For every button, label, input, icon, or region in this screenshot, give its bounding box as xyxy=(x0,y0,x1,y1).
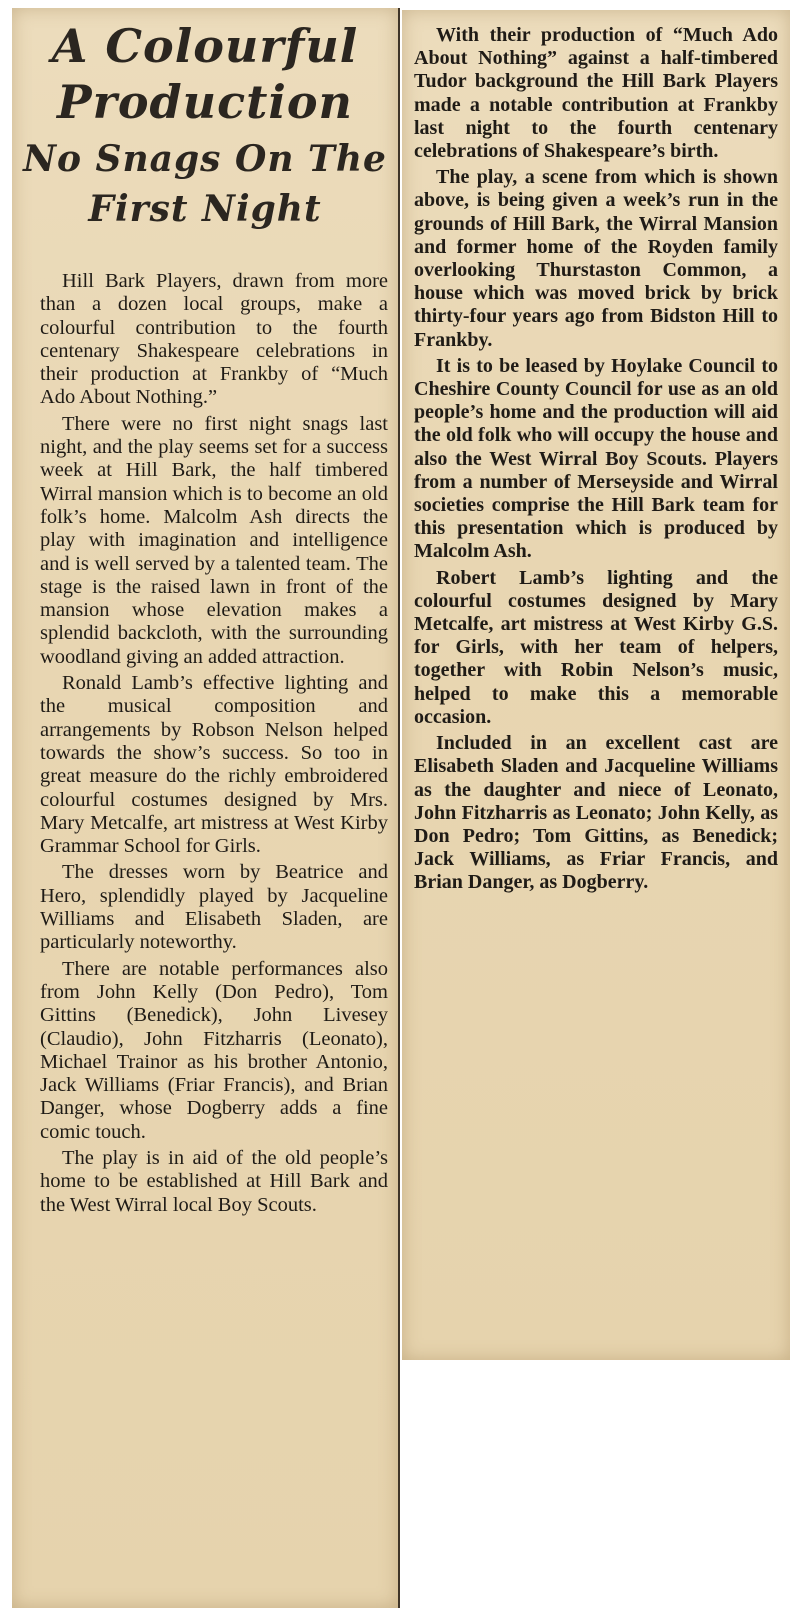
paragraph: The dresses worn by Beatrice and Hero, splendidly played by Jacqueline Williams and Elisabeth Sladen, are particularly noteworthy. xyxy=(40,861,388,954)
paragraph: The play is in aid of the old people’s home to be established at Hill Bark and the West Wirral local Boy Scouts. xyxy=(40,1146,388,1216)
paragraph: It is to be leased by Hoylake Council to Cheshire County Council for use as an old people’s home and the production will aid the old folk who will occupy the house and also the West Wirral Boy Scouts. Players from a number of Merseyside and Wirral societies comprise the Hill Bark team for this presentation which is produced by Malcolm Ash. xyxy=(414,354,778,563)
subheadline: No Snags On The First Night xyxy=(23,138,387,230)
right-column-body xyxy=(414,24,778,898)
paragraph: There are notable performances also from John Kelly (Don Pedro), Tom Gittins (Benedick), John Livesey (Claudio), John Fitzharris (Leonato), Michael Trainor as his brother Antonio, Jack Williams (Friar Francis), and Brian Danger, whose Dogberry adds a fine comic touch. xyxy=(40,957,388,1143)
left-column-body xyxy=(40,270,388,1220)
right-clipping xyxy=(402,10,790,1360)
headline: A Colourful Production xyxy=(51,19,359,129)
paragraph: The play, a scene from which is shown above, is being given a week’s run in the grounds of Hill Bark, the Wirral Mansion and former home of the Royden family overlooking Thurstaston Common, a house which was moved brick by brick thirty-four years ago from Bidston Hill to Frankby. xyxy=(414,166,778,351)
paragraph: Robert Lamb’s lighting and the colourful costumes designed by Mary Metcalfe, art mistress at West Kirby G.S. for Girls, with her team of helpers, together with Robin Nelson’s music, helped to make this a memorable occasion. xyxy=(414,566,778,728)
paragraph: Ronald Lamb’s effective lighting and the musical composition and arrangements by Robson Nelson helped towards the show’s success. So too in great measure do the richly embroidered colourful costumes designed by Mrs. Mary Metcalfe, art mistress at West Kirby Grammar School for Girls. xyxy=(40,672,388,858)
paragraph: Hill Bark Players, drawn from more than a dozen local groups, make a colourful contribution to the fourth centenary Shakespeare celebrations in their production at Frankby of “Much Ado About Nothing.” xyxy=(40,270,388,409)
paragraph: Included in an excellent cast are Elisabeth Sladen and Jacqueline Williams as the daughter and niece of Leonato, John Fitzharris as Leonato; John Kelly, as Don Pedro; Tom Gittins, as Benedick; Jack Williams, as Friar Francis, and Brian Danger, as Dogberry. xyxy=(414,732,778,894)
paragraph: With their production of “Much Ado About Nothing” against a half-timbered Tudor background the Hill Bark Players made a notable contribution at Frankby last night to the fourth centenary celebrations of Shakespeare’s birth. xyxy=(414,24,778,163)
paragraph: There were no first night snags last night, and the play seems set for a success week at Hill Bark, the half timbered Wirral mansion which is to become an old folk’s home. Malcolm Ash directs the play with imagination and intelligence and is well served by a talented team. The stage is the raised lawn in front of the mansion whose elevation makes a splendid backcloth, with the surrounding woodland giving an added attraction. xyxy=(40,412,388,668)
left-clipping xyxy=(12,8,400,1608)
